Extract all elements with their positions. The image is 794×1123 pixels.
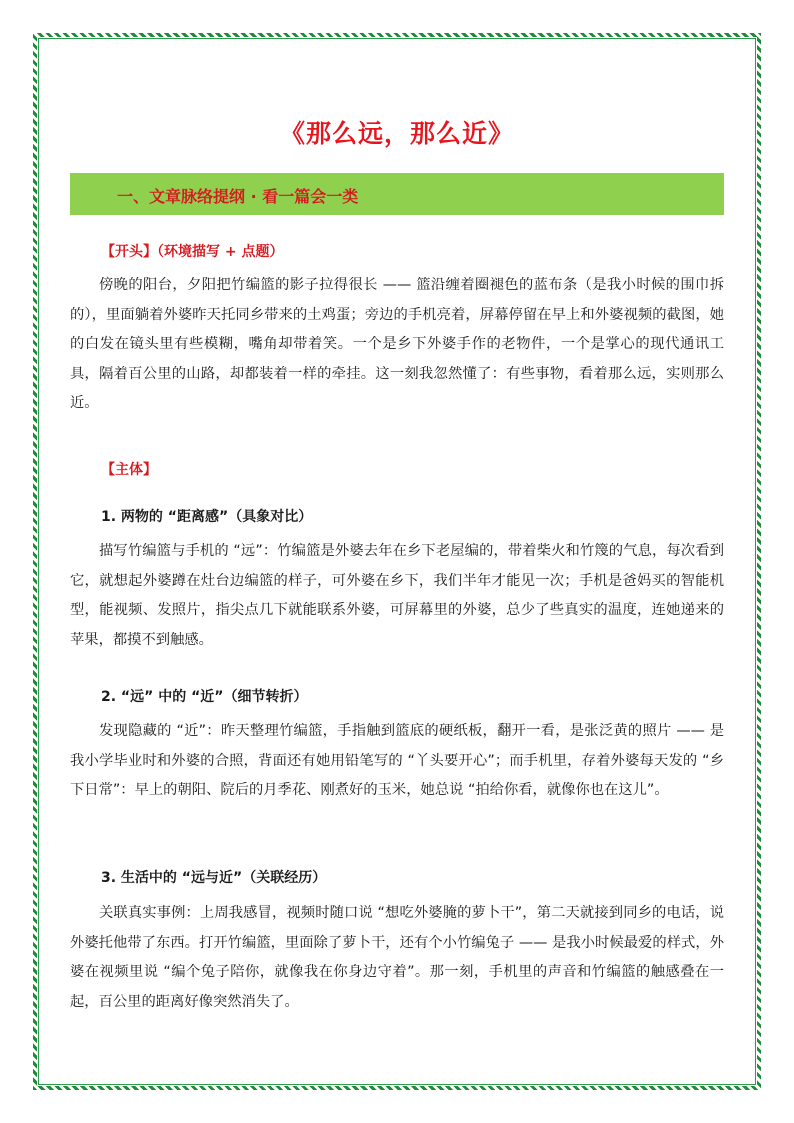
- point-3-paragraph: 关联真实事例：上周我感冒，视频时随口说 “想吃外婆腌的萝卜干”，第二天就接到同乡的电话，说外婆托他带了东西。打开竹编篮，里面除了萝卜干，还有个小竹编兔子 —— 是我小时候最爱的样式，外婆在视频里说 “编个兔子陪你，就像我在你身边守着”。那一刻，手机里的声音和竹编篮的触感叠在一起，百公里的距离好像突然消失了。: [70, 905, 724, 1010]
- section-heading: 一、文章脉络提纲 · 看一篇会一类: [117, 187, 359, 206]
- point-1-paragraph: 描写竹编篮与手机的 “远”：竹编篮是外婆去年在乡下老屋编的，带着柴火和竹篾的气息，每次看到它，就想起外婆蹲在灶台边编篮的样子，可外婆在乡下，我们半年才能见一次；手机是爸妈买的智能机型，能视频、发照片，指尖点几下就能联系外婆，可屏幕里的外婆，总少了些真实的温度，连她递来的苹果，都摸不到触感。: [70, 543, 724, 648]
- page-title: 《那么远，那么近》: [279, 119, 514, 148]
- point-3-heading: 3. 生活中的 “远与近”（关联经历）: [101, 870, 327, 886]
- opening-label: 【开头】（环境描写 + 点题）: [101, 244, 284, 260]
- point-1-heading: 1. 两物的 “距离感”（具象对比）: [101, 509, 313, 525]
- section-heading-bar: [70, 173, 724, 215]
- opening-paragraph: 傍晚的阳台，夕阳把竹编篮的影子拉得很长 —— 篮沿缠着圈褪色的蓝布条（是我小时候的围巾拆的），里面躺着外婆昨天托同乡带来的土鸡蛋；旁边的手机亮着，屏幕停留在早上和外婆视频的截图，她的白发在镜头里有些模糊，嘴角却带着笑。一个是乡下外婆手作的老物件，一个是掌心的现代通讯工具，隔着百公里的山路，却都装着一样的牵挂。这一刻我忽然懂了：有些事物，看着那么远，实则那么近。: [70, 277, 724, 412]
- point-2-paragraph: 发现隐藏的 “近”：昨天整理竹编篮，手指触到篮底的硬纸板，翻开一看，是张泛黄的照片 —— 是我小学毕业时和外婆的合照，背面还有她用铅笔写的 “丫头要开心”；而手机里，存着外婆每天发的 “乡下日常”：早上的朝阳、院后的月季花、刚煮好的玉米，她总说 “拍给你看，就像你也在这儿”。: [70, 723, 724, 799]
- point-2-heading: 2. “远” 中的 “近”（细节转折）: [101, 689, 308, 705]
- body-label: 【主体】: [101, 462, 157, 478]
